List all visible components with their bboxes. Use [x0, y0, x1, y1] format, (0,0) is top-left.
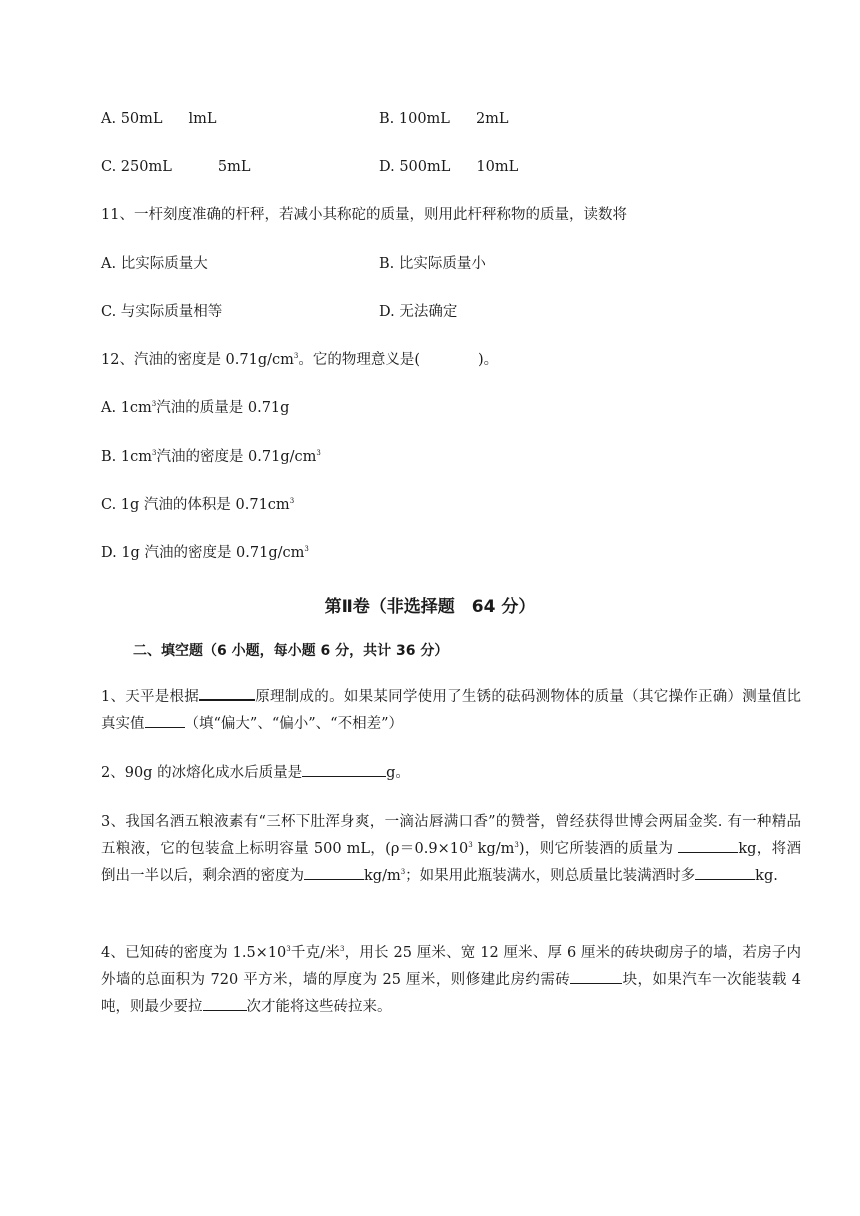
- answer-blank[interactable]: [695, 865, 755, 880]
- question-12-option-c: C. 1g 汽油的体积是 $0.71cm^3$: [101, 497, 295, 513]
- answer-blank[interactable]: [302, 762, 386, 777]
- option-a: A. 50mL lmL: [101, 111, 217, 127]
- option-d: D. 500mL 10mL: [379, 159, 519, 175]
- fill-question-4: 4、已知砖的密度为 $1.5\times 10^3$千克/米$^3$，用长 25 厘米、宽 12 厘米、厚 6 厘米的砖块砌房子的墙，若房子内外墙的总面积为 720 平方米，墙的厚度为 25 厘米，则修建此房约需砖 块，如果汽车一次能装载 4 吨，则最少要拉 次才能将这些砖拉来。: [101, 945, 801, 1015]
- question-11-option-c: C. 与实际质量相等: [101, 304, 223, 320]
- answer-blank[interactable]: [678, 838, 738, 853]
- question-11-option-d: D. 无法确定: [379, 304, 458, 320]
- question-11-option-b: B. 比实际质量小: [379, 256, 486, 272]
- section-title: 第Ⅱ卷（非选择题 64 分）: [324, 597, 536, 617]
- section-subtitle: 二、填空题（6 小题，每小题 6 分，共计 36 分）: [133, 643, 449, 659]
- answer-blank[interactable]: [145, 713, 185, 728]
- answer-blank[interactable]: [570, 969, 622, 984]
- answer-blank[interactable]: [199, 685, 255, 701]
- answer-blank[interactable]: [304, 865, 364, 880]
- question-12-option-d: D. 1g 汽油的密度是 $0.71g/cm^3$: [101, 545, 309, 561]
- question-12-option-b: B. $1cm^3$汽油的密度是 $0.71g/cm^3$: [101, 449, 321, 465]
- question-11-stem: 11、一杆刻度准确的杆秤，若减小其称砣的质量，则用此杆秤称物的质量，读数将: [101, 207, 627, 223]
- question-12-option-a: A. $1cm^3$汽油的质量是 0.71g: [101, 400, 290, 416]
- option-c: C. 250mL 5mL: [101, 159, 251, 175]
- fill-question-2: 2、90g 的冰熔化成水后质量是 g。: [101, 760, 801, 787]
- option-b: B. 100mL 2mL: [379, 111, 509, 127]
- question-12-stem: 12、汽油的密度是 $0.71g/cm^3$。它的物理意义是( )。: [101, 352, 499, 368]
- answer-blank[interactable]: [203, 996, 247, 1011]
- fill-question-3: 3、我国名酒五粮液素有“三杯下肚浑身爽，一滴沾唇满口香”的赞誉，曾经获得世博会两届金奖. 有一种精品五粮液，它的包装盒上标明容量 500 mL，($\rho=0.9\times 10^3$ $kg/m^3$)，则它所装酒的质量为 kg，将酒倒出一半以后，剩余酒的密度为 $kg/m^3$；如果用此瓶装满水，则总质量比装满酒时多 kg.: [101, 814, 801, 884]
- question-11-option-a: A. 比实际质量大: [101, 256, 208, 272]
- fill-question-1: 1、天平是根据 原理制成的。如果某同学使用了生锈的砝码测物体的质量（其它操作正确）测量值比真实值 （填“偏大”、“偏小”、“不相差”）: [101, 684, 801, 738]
